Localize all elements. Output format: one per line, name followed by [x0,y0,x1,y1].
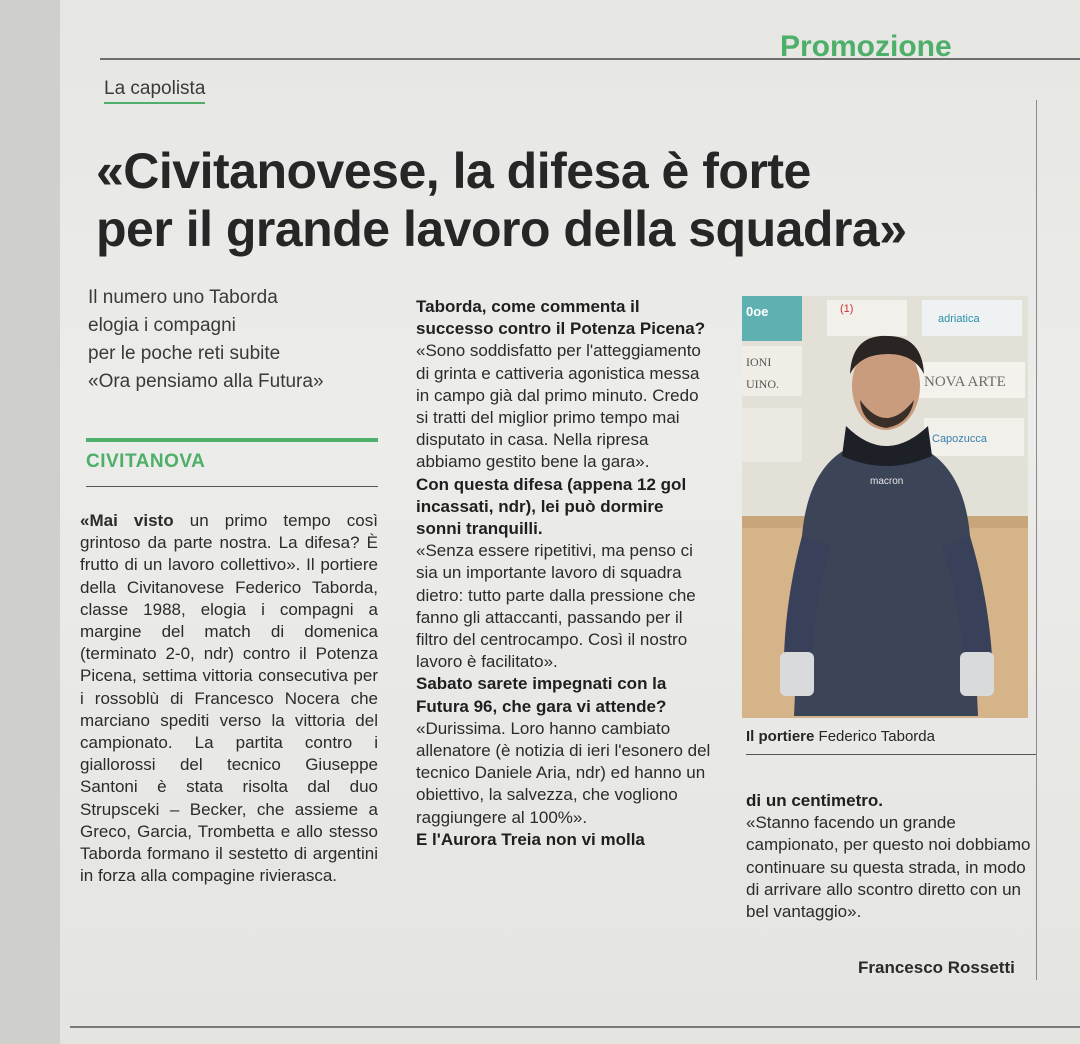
article-column-2 [416,296,712,851]
svg-text:Capozucca: Capozucca [932,433,988,445]
caption-rule [746,754,1036,755]
lead-bold: «Mai visto [80,511,174,530]
kicker: La capolista [104,78,205,104]
section-title: Promozione [780,30,952,63]
svg-text:adriatica: adriatica [938,313,980,325]
subhead-line: Il numero uno Taborda [88,287,278,308]
answer-4: «Stanno facendo un grande campionato, per questo noi dobbiamo continuare su questa strada, in modo di arrivare allo scontro diretto con un bel vantaggio». [746,813,1031,922]
subhead-line: per le poche reti subite [88,343,281,364]
caption-bold: Il portiere [746,728,815,745]
caption-text: Federico Taborda [814,728,935,745]
svg-text:UINO.: UINO. [746,377,779,391]
goalkeeper-photo-illustration [742,296,1028,718]
green-divider [86,438,378,442]
answer-3: «Durissima. Loro hanno cambiato allenatore (è notizia di ieri l'esonero del tecnico Daniele Aria, ndr) ed hanno un obiettivo, la salvezza, che vogliono raggiungere al 100%». [416,718,711,827]
svg-text:macron: macron [870,476,904,487]
footer-rule [70,1026,1080,1028]
subhead-line: «Ora pensiamo alla Futura» [88,371,324,392]
answer-2: «Senza essere ripetitivi, ma penso ci sia un importante lavoro di squadra dietro: tutto parte dalla pressione che fanno gli attaccanti, passando per il filtro del centrocampo. Così il nostro lavoro è facilitato». [416,541,696,672]
svg-text:IONI: IONI [746,355,772,369]
headline-line-1: «Civitanovese, la difesa è forte [96,143,811,199]
article-column-1 [80,510,378,887]
article-column-3 [746,790,1042,923]
svg-text:0oe: 0oe [746,304,769,319]
svg-text:(1): (1) [840,303,854,315]
dateline: CIVITANOVA [86,451,206,472]
question-4-continued: di un centimetro. [746,791,883,810]
subheadline [88,284,388,396]
question-3: Sabato sarete impegnati con la Futura 96, che gara vi attende? [416,674,667,716]
byline: Francesco Rossetti [858,958,1015,977]
headline-line-2: per il grande lavoro della squadra» [96,201,907,257]
player-photo [742,296,1028,718]
question-2: Con questa difesa (appena 12 gol incassati, ndr), lei può dormire sonni tranquilli. [416,474,687,539]
svg-text:NOVA ARTE: NOVA ARTE [924,374,1006,390]
lead-text: un primo tempo così grintoso da parte nostra. La difesa? È frutto di un lavoro collettivo». Il portiere della Civitanovese Federico Taborda, classe 1988, elogia i compagni a margine del match di domenica (terminato 2-0, ndr) contro il Potenza Picena, settima vittoria consecutiva per i rossoblù di Francesco Nocera che marciano spediti verso la vittoria del campionato. La partita contro i giallorossi del tecnico Giuseppe Santoni è stata risolta dal duo Strupsceki – Becker, che assieme a Greco, Garcia, Trombetta e allo stesso Taborda formano il sestetto di argentini in forza alla compagine rivierasca. [80,511,378,886]
grey-divider [86,486,378,487]
headline [96,142,1031,258]
photo-caption [746,728,935,745]
subhead-line: elogia i compagni [88,315,236,336]
column-rule [1036,100,1037,980]
answer-1: «Sono soddisfatto per l'atteggiamento di grinta e cattiveria agonistica messa in campo già dal primo minuto. Credo si tratti del miglior primo tempo mai disputato in casa. Nella ripresa abbiamo gestito bene la gara». [416,341,701,472]
question-1: Taborda, come commenta il successo contro il Potenza Picena? [416,297,706,339]
question-4: E l'Aurora Treia non vi molla [416,829,645,849]
